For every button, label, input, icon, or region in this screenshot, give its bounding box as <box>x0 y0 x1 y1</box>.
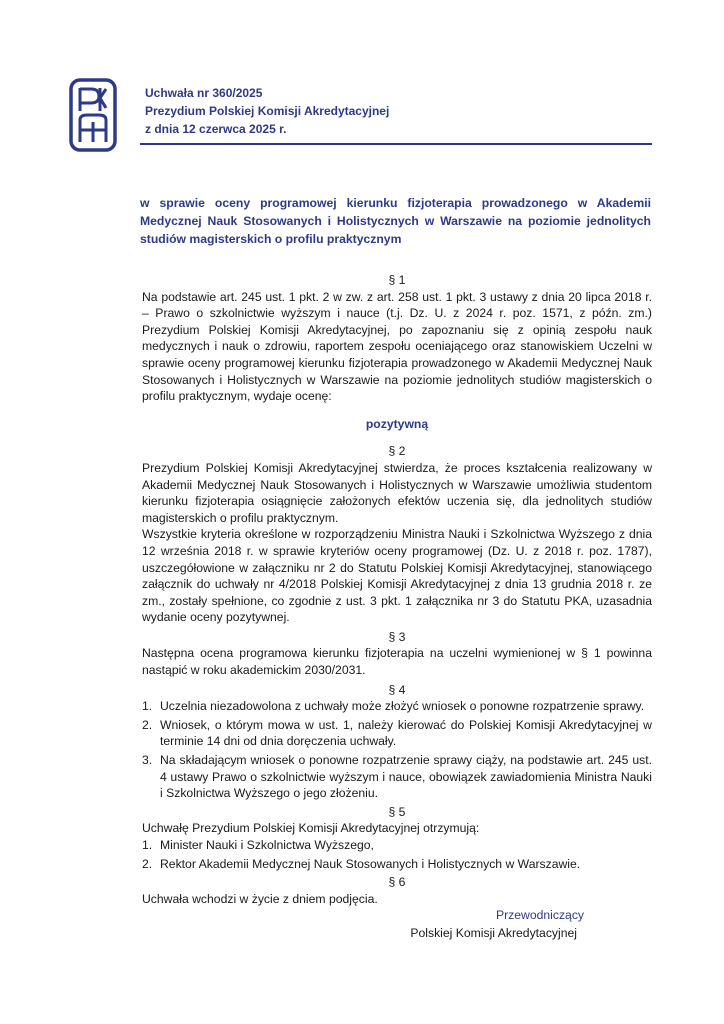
issuing-body: Prezydium Polskiej Komisji Akredytacyjnej <box>145 104 390 118</box>
section-2-heading: § 2 <box>388 444 406 459</box>
section-1-text: Na podstawie art. 245 ust. 1 pkt. 2 w zw. z art. 258 ust. 1 pkt. 3 ustawy z dnia 20 lipca 2018 r. – Prawo o szkolnictwie wyższym i nauce (t.j. Dz. U. z 2024 r. poz. 1571, z późn. zm.) Prezydium Polskiej Komisji Akredytacyjnej, po zapoznaniu się z opinią zespołu nauk medycznych i nauk o zdrowiu, raportem zespołu oceniającego oraz stanowiskiem Uczelni w sprawie oceny programowej kierunku fizjoterapia prowadzonego w Akademii Medycznej Nauk Stosowanych i Holistycznych w Warszawie na poziomie jednolitych studiów magisterskich o profilu praktycznym, wydaje ocenę: <box>142 289 652 404</box>
section-2-paragraph-1: Prezydium Polskiej Komisji Akredytacyjnej stwierdza, że proces kształcenia realizowany w Akademii Medycznej Nauk Stosowanych i Holistycznych w Warszawie umożliwia studentom kierunku fizjoterapia osiągnięcie założonych efektów uczenia się, dla jednolitych studiów magisterskich o profilu praktycznym. <box>142 460 652 525</box>
verdict: pozytywną <box>365 416 429 431</box>
section-5-list <box>142 837 652 872</box>
list-item: 1. Uczelnia niezadowolona z uchwały może złożyć wniosek o ponowne rozpatrzenie sprawy. <box>142 699 645 714</box>
section-4-heading: § 4 <box>388 682 406 697</box>
section-2-paragraph-2: Wszystkie kryteria określone w rozporządzeniu Ministra Nauki i Szkolnictwa Wyższego z dnia 12 września 2018 r. w sprawie kryteriów oceny programowej (Dz. U. z 2018 r. poz. 1787), uszczegółowione w załączniku nr 2 do Statutu Polskiej Komisji Akredytacyjnej, stanowiącego załącznik do uchwały nr 4/2018 Polskiej Komisji Akredytacyjnej z dnia 13 grudnia 2018 r. ze zm., zostały spełnione, co zgodnie z ust. 3 pkt. 1 załącznika nr 3 do Statutu PKA, uzasadnia wydanie oceny pozytywnej. <box>142 527 652 625</box>
section-5-intro: Uchwałę Prezydium Polskiej Komisji Akredytacyjnej otrzymują: <box>142 821 480 836</box>
section-5-heading: § 5 <box>388 804 406 819</box>
list-item: 1. Minister Nauki i Szkolnictwa Wyższego, <box>142 838 374 852</box>
section-1-heading: § 1 <box>388 273 406 287</box>
section-6-text: Uchwała wchodzi w życie z dniem podjęcia. <box>142 891 378 906</box>
list-item: 3. Na składającym wniosek o ponowne rozpatrzenie sprawy ciąży, na podstawie art. 245 ust. 4 ustawy Prawo o szkolnictwie wyższym i nauce, obowiązek zawiadomienia Ministra Nauki i Szkolnictwa Wyższego o jego złożeniu. <box>142 753 652 801</box>
pka-logo-icon <box>69 78 117 152</box>
header-divider <box>140 143 652 145</box>
signature-title: Przewodniczący <box>495 908 585 922</box>
resolution-header <box>145 84 389 138</box>
section-3-text: Następna ocena programowa kierunku fizjoterapia na uczelni wymienionej w § 1 powinna nastąpić w roku akademickim 2030/2031. <box>142 646 652 678</box>
section-6-heading: § 6 <box>388 875 406 890</box>
section-3-heading: § 3 <box>388 629 406 644</box>
list-item: 2. Wniosek, o którym mowa w ust. 1, należy kierować do Polskiej Komisji Akredytacyjnej w terminie 14 dni od dnia doręczenia uchwały. <box>142 717 652 749</box>
resolution-number: Uchwała nr 360/2025 <box>145 86 263 100</box>
resolution-subject: w sprawie oceny programowej kierunku fizjoterapia prowadzonego w Akademii Medycznej Nauk Stosowanych i Holistycznych w Warszawie na poziomie jednolitych studiów magisterskich o profilu praktycznym <box>140 196 651 246</box>
signature-org: Polskiej Komisji Akredytacyjnej <box>410 926 577 940</box>
resolution-body <box>142 272 652 907</box>
list-item: 2. Rektor Akademii Medycznej Nauk Stosowanych i Holistycznych w Warszawie. <box>142 856 581 871</box>
signature-block <box>300 906 630 942</box>
resolution-date: z dnia 12 czerwca 2025 r. <box>145 122 287 136</box>
section-4-list <box>142 698 652 802</box>
